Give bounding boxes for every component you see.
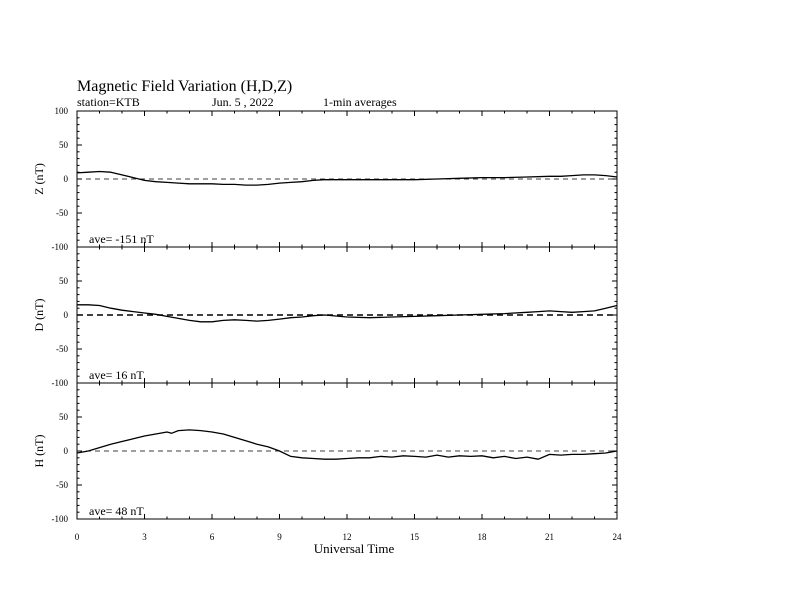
y-tick-label: 0 [63, 310, 68, 320]
y-tick-label: -50 [56, 480, 68, 490]
chart-panels [32, 106, 617, 524]
x-tick-label: 21 [545, 532, 554, 542]
y-tick-label: -50 [56, 344, 68, 354]
x-tick-label: 12 [342, 532, 352, 542]
y-tick-label: -50 [56, 208, 68, 218]
y-tick-label: 50 [59, 412, 68, 422]
panel-h [32, 383, 617, 524]
x-axis-label: Universal Time [313, 541, 395, 556]
x-tick-label: 3 [142, 532, 147, 542]
average-label: ave= 48 nT [89, 504, 144, 518]
y-tick-label: -100 [51, 242, 68, 252]
panel-d [32, 247, 617, 388]
y-axis-label: D (nT) [32, 298, 46, 332]
series-line-h [77, 430, 617, 459]
y-tick-label: -100 [51, 514, 68, 524]
station-label: station=KTB [77, 95, 140, 109]
average-label: ave= 16 nT [89, 368, 144, 382]
x-tick-label: 9 [277, 532, 282, 542]
series-line-d [77, 305, 617, 322]
y-tick-label: 50 [59, 140, 68, 150]
x-tick-label: 24 [612, 532, 622, 542]
series-line-z [77, 172, 617, 186]
x-tick-label: 15 [410, 532, 419, 542]
chart-title: Magnetic Field Variation (H,D,Z) [77, 78, 293, 95]
date-label: Jun. 5 , 2022 [212, 95, 274, 109]
averaging-label: 1-min averages [323, 95, 397, 109]
y-axis-label: Z (nT) [32, 163, 46, 195]
y-tick-label: 0 [63, 446, 68, 456]
y-axis-label: H (nT) [32, 434, 46, 468]
panel-z [32, 106, 617, 252]
x-tick-label: 18 [477, 532, 487, 542]
y-tick-label: 0 [63, 174, 68, 184]
average-label: ave= -151 nT [89, 232, 154, 246]
y-tick-label: 50 [59, 276, 68, 286]
y-tick-label: -100 [51, 378, 68, 388]
y-tick-label: 100 [54, 106, 68, 116]
x-tick-label: 0 [74, 532, 80, 542]
x-tick-label: 6 [209, 532, 215, 542]
